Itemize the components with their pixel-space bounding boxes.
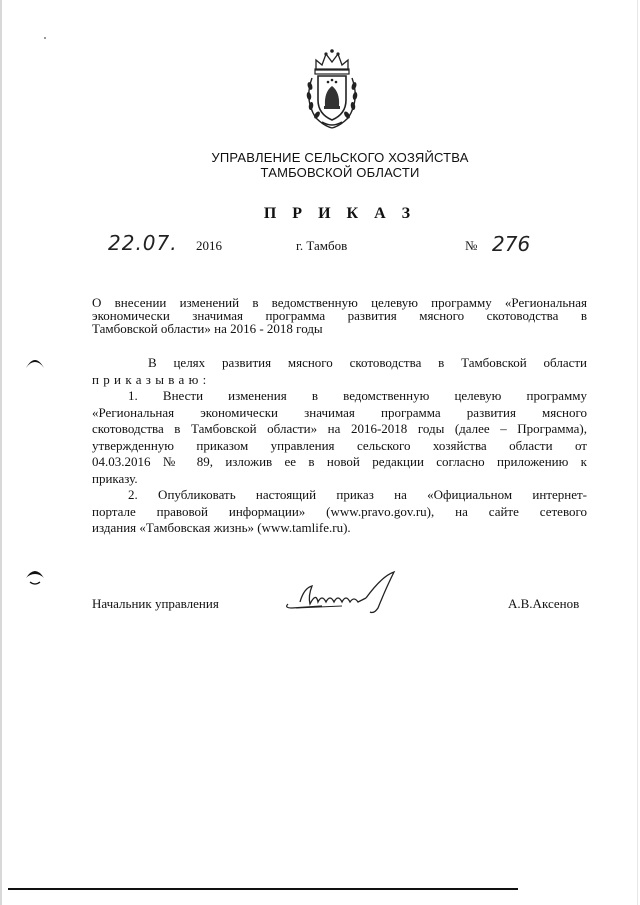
subject-line: Тамбовской области» на 2016 - 2018 годы xyxy=(92,321,323,336)
punch-hole-mark xyxy=(24,350,46,372)
body-line: «Региональная экономически значимая программа развития мясного xyxy=(92,404,587,420)
handwritten-date: 22.07. xyxy=(108,231,178,255)
coat-of-arms-emblem xyxy=(302,48,362,130)
body-line: 2. Опубликовать настоящий приказ на «Официальном интернет- xyxy=(128,487,587,502)
body-line: портале правовой информации» (www.pravo.gov.ru), на сайте сетевого xyxy=(92,503,587,519)
order-body xyxy=(92,355,587,537)
document-city: г. Тамбов xyxy=(296,238,348,253)
signatory-name: А.В.Аксенов xyxy=(508,596,580,611)
body-line: В целях развития мясного скотоводства в Тамбовской области xyxy=(148,355,587,370)
handwritten-number: 276 xyxy=(492,232,531,256)
body-line: 1. Внести изменения в ведомственную целевую программу xyxy=(128,388,587,403)
page-edge xyxy=(637,0,638,905)
subject-line: О внесении изменений в ведомственную целевую программу «Региональная xyxy=(92,295,587,310)
page-edge xyxy=(0,0,2,905)
signatory-position: Начальник управления xyxy=(92,596,219,611)
body-line: приказу. xyxy=(92,470,138,486)
body-line: утвержденную приказом управления сельского хозяйства области от xyxy=(92,437,587,453)
document-year: 2016 xyxy=(196,238,222,253)
handwritten-signature xyxy=(282,568,402,616)
order-subject xyxy=(92,296,587,335)
organization-name-line2: ТАМБОВСКОЙ ОБЛАСТИ xyxy=(260,165,420,180)
number-label: № xyxy=(465,238,478,253)
body-line: 04.03.2016 № 89, изложив ее в новой редакции согласно приложению к xyxy=(92,454,587,469)
order-word: приказываю: xyxy=(92,371,211,387)
body-line: издания «Тамбовская жизнь» (www.tamlife.ru). xyxy=(92,520,351,535)
body-line: скотоводства в Тамбовской области» на 2016-2018 годы (далее – Программа), xyxy=(92,421,587,436)
document-title: П Р И К А З xyxy=(263,205,417,222)
page-bottom-rule xyxy=(8,888,518,890)
scan-speck xyxy=(44,37,46,39)
punch-hole-mark xyxy=(24,566,46,588)
organization-name-line1: УПРАВЛЕНИЕ СЕЛЬСКОГО ХОЗЯЙСТВА xyxy=(211,150,469,165)
subject-line: экономически значимая программа развития мясного скотоводства в xyxy=(92,308,587,323)
